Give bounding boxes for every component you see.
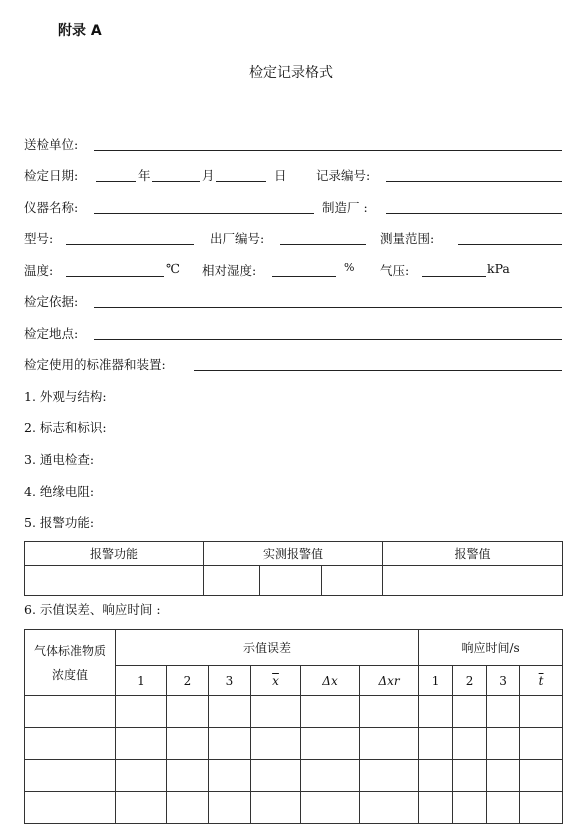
alarm-table	[24, 541, 563, 596]
table-cell[interactable]	[116, 760, 167, 792]
table-cell[interactable]	[251, 696, 301, 728]
date-label: 检定日期:	[24, 168, 79, 183]
model-label: 型号:	[24, 231, 54, 246]
table-cell[interactable]	[360, 760, 419, 792]
standards-line[interactable]	[194, 370, 562, 371]
pressure-label: 气压:	[380, 263, 410, 278]
table-cell[interactable]	[209, 728, 251, 760]
table-cell[interactable]	[520, 792, 563, 824]
day-label: 日	[274, 168, 287, 183]
table-cell[interactable]	[487, 696, 520, 728]
error-sub-delta: Δx	[301, 666, 360, 696]
location-line[interactable]	[94, 339, 562, 340]
table-cell[interactable]	[453, 696, 487, 728]
month-label: 月	[202, 168, 215, 183]
range-label: 测量范围:	[380, 231, 435, 246]
table-cell[interactable]	[301, 696, 360, 728]
table-cell[interactable]	[251, 728, 301, 760]
table-cell[interactable]	[25, 696, 116, 728]
location-label: 检定地点:	[24, 326, 79, 341]
manufacturer-label: 制造厂 :	[322, 200, 368, 215]
error-sub-mean: $\overline{x}$	[251, 666, 301, 696]
page-title: 检定记录格式	[249, 65, 333, 81]
table-cell[interactable]	[360, 792, 419, 824]
appendix-label: 附录 A	[58, 23, 102, 39]
error-header: 示值误差	[116, 630, 419, 666]
table-cell[interactable]	[116, 728, 167, 760]
temperature-unit: ℃	[166, 261, 180, 276]
serial-no-label: 出厂编号:	[210, 231, 265, 246]
alarm-header-value: 报警值	[383, 542, 563, 566]
table-cell[interactable]	[209, 760, 251, 792]
model-line[interactable]	[66, 244, 194, 245]
item-insulation: 4. 绝缘电阻:	[24, 484, 95, 499]
year-line[interactable]	[96, 181, 136, 182]
response-sub-2: 2	[453, 666, 487, 696]
basis-label: 检定依据:	[24, 294, 79, 309]
year-label: 年	[138, 168, 151, 183]
table-cell[interactable]	[419, 760, 453, 792]
instrument-name-label: 仪器名称:	[24, 200, 79, 215]
table-row	[25, 760, 563, 792]
submit-unit-line[interactable]	[94, 150, 562, 151]
table-cell[interactable]	[360, 696, 419, 728]
humidity-unit: %	[344, 261, 355, 274]
record-no-line[interactable]	[386, 181, 562, 182]
error-sub-1: 1	[116, 666, 167, 696]
table-cell[interactable]	[116, 792, 167, 824]
table-cell[interactable]	[301, 792, 360, 824]
month-line[interactable]	[152, 181, 200, 182]
response-sub-1: 1	[419, 666, 453, 696]
day-line[interactable]	[216, 181, 266, 182]
error-sub-3: 3	[209, 666, 251, 696]
alarm-cell[interactable]	[25, 566, 204, 596]
item-marking: 2. 标志和标识:	[24, 420, 107, 435]
error-sub-delta-relative: Δxr	[360, 666, 419, 696]
table-cell[interactable]	[419, 728, 453, 760]
response-header: 响应时间/s	[419, 630, 563, 666]
table-cell[interactable]	[25, 728, 116, 760]
range-line[interactable]	[458, 244, 562, 245]
table-cell[interactable]	[301, 728, 360, 760]
humidity-label: 相对湿度:	[202, 263, 257, 278]
alarm-cell[interactable]	[204, 566, 260, 596]
record-no-label: 记录编号:	[316, 168, 371, 183]
table-cell[interactable]	[419, 696, 453, 728]
table-cell[interactable]	[251, 760, 301, 792]
humidity-line[interactable]	[272, 276, 336, 277]
table-cell[interactable]	[167, 696, 209, 728]
table-cell[interactable]	[167, 728, 209, 760]
table-cell[interactable]	[360, 728, 419, 760]
table-cell[interactable]	[453, 728, 487, 760]
table-cell[interactable]	[25, 792, 116, 824]
item-appearance: 1. 外观与结构:	[24, 389, 107, 404]
table-cell[interactable]	[167, 760, 209, 792]
temperature-label: 温度:	[24, 263, 54, 278]
response-sub-3: 3	[487, 666, 520, 696]
basis-line[interactable]	[94, 307, 562, 308]
error-table	[24, 629, 563, 824]
table-cell[interactable]	[116, 696, 167, 728]
table-cell[interactable]	[209, 696, 251, 728]
item-alarm: 5. 报警功能:	[24, 515, 95, 530]
table-cell[interactable]	[520, 760, 563, 792]
temperature-line[interactable]	[66, 276, 164, 277]
table-cell[interactable]	[167, 792, 209, 824]
table-cell[interactable]	[25, 760, 116, 792]
table-cell[interactable]	[520, 696, 563, 728]
item-error-response: 6. 示值误差、响应时间 :	[24, 602, 161, 617]
manufacturer-line[interactable]	[386, 213, 562, 214]
table-cell[interactable]	[487, 760, 520, 792]
submit-unit-label: 送检单位:	[24, 137, 79, 152]
alarm-cell[interactable]	[383, 566, 563, 596]
alarm-header-measured: 实测报警值	[204, 542, 383, 566]
pressure-unit: kPa	[487, 261, 510, 276]
gas-concentration-header: 气体标准物质浓度值	[25, 630, 116, 696]
standards-label: 检定使用的标准器和装置:	[24, 357, 166, 372]
instrument-name-line[interactable]	[94, 213, 314, 214]
table-row	[25, 792, 563, 824]
item-power-check: 3. 通电检查:	[24, 452, 95, 467]
table-cell[interactable]	[487, 792, 520, 824]
table-cell[interactable]	[487, 728, 520, 760]
error-sub-2: 2	[167, 666, 209, 696]
table-cell[interactable]	[453, 760, 487, 792]
pressure-line[interactable]	[422, 276, 486, 277]
table-row	[25, 696, 563, 728]
response-sub-mean: $\overline{t}$	[520, 666, 563, 696]
table-cell[interactable]	[520, 728, 563, 760]
alarm-cell[interactable]	[260, 566, 322, 596]
table-cell[interactable]	[209, 792, 251, 824]
alarm-header-function: 报警功能	[25, 542, 204, 566]
alarm-cell[interactable]	[322, 566, 383, 596]
serial-no-line[interactable]	[280, 244, 366, 245]
table-cell[interactable]	[251, 792, 301, 824]
table-cell[interactable]	[453, 792, 487, 824]
table-cell[interactable]	[419, 792, 453, 824]
table-row	[25, 728, 563, 760]
table-cell[interactable]	[301, 760, 360, 792]
